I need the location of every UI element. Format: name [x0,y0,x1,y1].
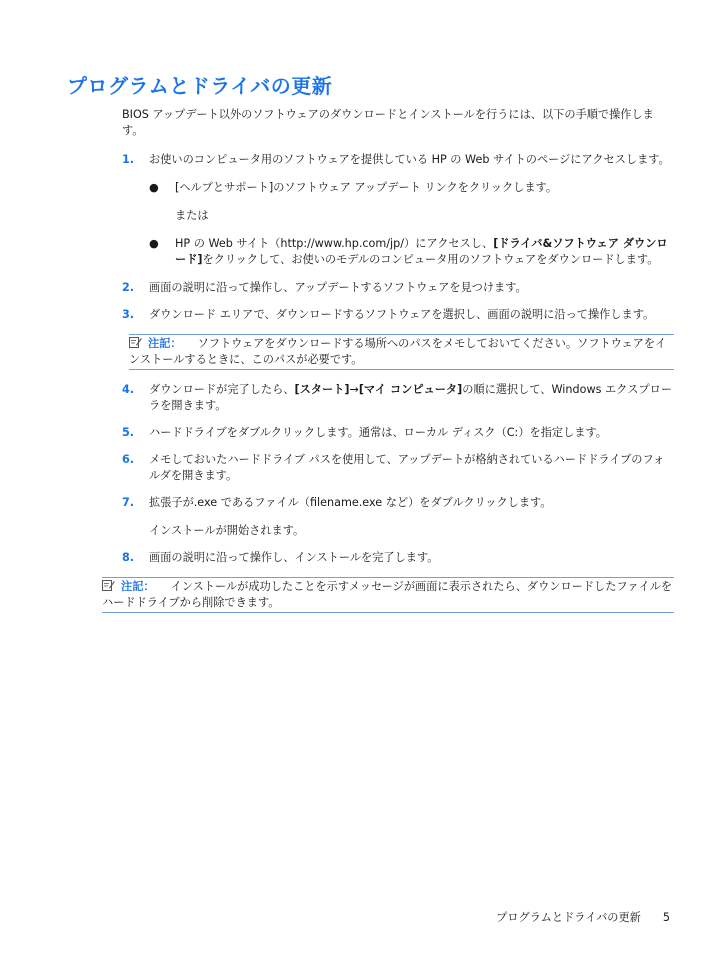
bullet-text: [ヘルプとサポート]のソフトウェア アップデート リンクをクリックします。 [175,181,558,194]
bullet-text-pre: HP の Web サイト（http://www.hp.com/jp/）にアクセスし、 [175,237,494,250]
note-pencil-icon [129,336,142,348]
step-6 [122,452,674,484]
page-title: プログラムとドライバの更新 [67,74,333,98]
note-box [102,577,674,613]
bullet-list [149,180,674,268]
step-4 [122,382,674,414]
step-5 [122,425,674,441]
note-pencil-icon [102,579,115,591]
bullet-dot: ● [149,237,159,250]
step-text: 画面の説明に沿って操作し、アップデートするソフトウェアを見つけます。 [149,281,527,294]
step-text: ハードドライブをダブルクリックします。通常は、ローカル ディスク（C:）を指定します。 [149,426,607,439]
bullet-item [149,236,674,268]
step-text-post: の順に選択して、Windows エクスプローラを開きます。 [149,383,673,412]
step-number: 6. [122,453,135,466]
note-box [129,334,674,370]
note-label: 注記： [121,580,155,593]
step-1 [122,152,674,268]
step-text: ダウンロード エリアで、ダウンロードするソフトウェアを選択し、画面の説明に沿って操作します。 [149,308,655,321]
step-subtext: インストールが開始されます。 [149,524,305,537]
bullet-dot: ● [149,181,159,194]
step-text: メモしておいたハードドライブ パスを使用して、アップデートが格納されているハードドライブのフォルダを開きます。 [149,453,665,482]
step-text-pre: ダウンロードが完了したら、 [149,383,295,396]
step-number: 1. [122,153,135,166]
step-text: 画面の説明に沿って操作し、インストールを完了します。 [149,551,439,564]
start-menu-label: [スタート] [294,383,350,396]
note-text: ソフトウェアをダウンロードする場所へのパスをメモしておいてください。ソフトウェアをインストールするときに、このパスが必要です。 [129,337,667,366]
intro-paragraph: BIOS アップデート以外のソフトウェアのダウンロードとインストールを行うには、以下の手順で操作します。 [122,108,654,137]
footer-title: プログラムとドライバの更新 [496,911,641,924]
step-3 [122,307,674,323]
step-number: 7. [122,496,135,509]
step-8 [122,550,674,566]
note-label: 注記： [148,337,182,350]
step-number: 2. [122,281,135,294]
note-text: インストールが成功したことを示すメッセージが画面に表示されたら、ダウンロードしたファイルをハードドライブから削除できます。 [102,580,673,609]
bullet-bold-link: [ドライバ&ソフトウェア ダウンロード] [175,237,668,266]
step-number: 3. [122,308,135,321]
bullet-item [149,180,674,196]
step-number: 5. [122,426,135,439]
page-footer [496,910,670,926]
step-text: 拡張子が.exe であるファイル（filename.exe など）をダブルクリックします。 [149,496,552,509]
arrow-glyph: → [349,383,359,396]
step-2 [122,280,674,296]
or-text: または [175,209,209,222]
page-number: 5 [662,911,670,924]
step-number: 8. [122,551,135,564]
step-number: 4. [122,383,135,396]
bullet-text-post: をクリックして、お使いのモデルのコンピュータ用のソフトウェアをダウンロードします。 [202,253,659,266]
step-7 [122,495,674,539]
my-computer-label: [マイ コンピュータ] [358,383,463,396]
main-content [102,107,674,625]
step-text: お使いのコンピュータ用のソフトウェアを提供している HP の Web サイトのページにアクセスします。 [149,153,670,166]
